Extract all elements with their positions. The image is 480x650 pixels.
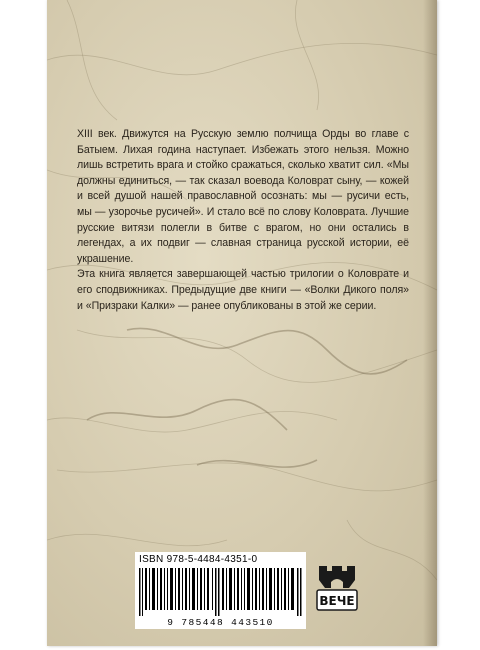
book-back-cover (47, 0, 437, 646)
barcode-panel (135, 552, 306, 629)
barcode-digits: 9 785448 443510 (167, 617, 274, 628)
blurb-text (77, 127, 409, 314)
marble-texture (47, 0, 437, 646)
blurb-paragraph-2: Эта книга является завершающей частью трилогии о Коловрате и его сподвижниках. Предыдущие две книги — «Волки Дикого поля» и «Призраки Калки» — ранее опубликованы в этой же серии. (77, 268, 409, 312)
isbn-label: ISBN 978-5-4484-4351-0 (139, 554, 258, 565)
barcode-icon (139, 568, 302, 616)
blurb-paragraph-1: XIII век. Движутся на Русскую землю полчища Орды во главе с Батыем. Лихая година наступает. Избежать этого нельзя. Можно лишь встретить врага и стойко сражаться, сколько хватит сил. «Мы должны единиться, — так сказал воевода Коловрат сыну, — кожей и всей душой нашей православной осознать: мы — русичи есть, мы — узорочье русичей». И стало всё по слову Коловрата. Лучшие русские витязи полегли в битве с врагом, но они остались в легендах, а их подвиг — славная страница русской истории, её украшение. (77, 128, 409, 265)
publisher-name: ВЕЧЕ (319, 594, 355, 608)
spine-shadow (423, 0, 437, 646)
publisher-logo (309, 560, 365, 616)
